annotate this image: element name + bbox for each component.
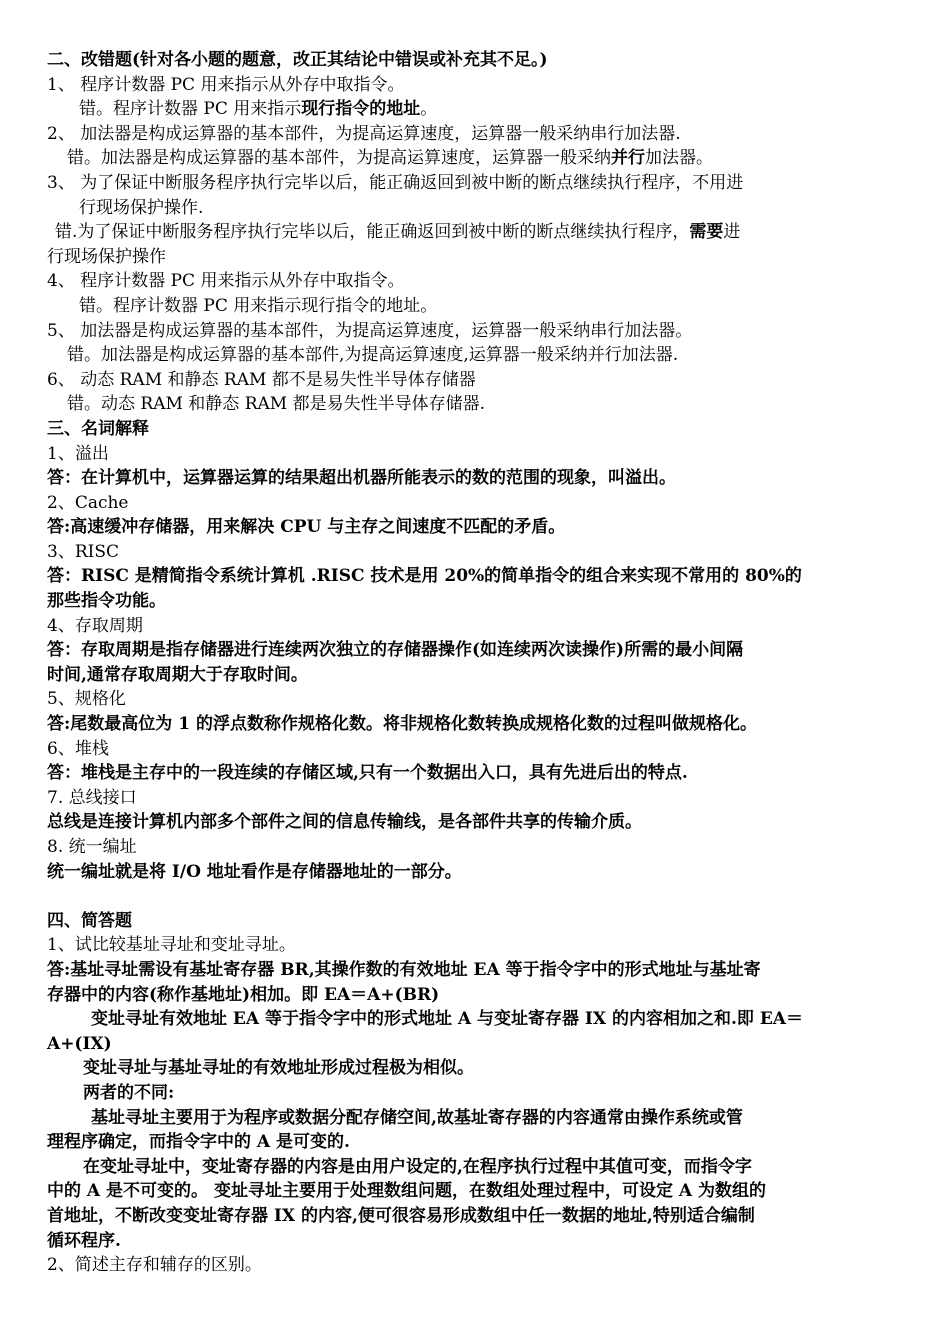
document-page	[47, 48, 907, 1278]
s3-term-7: 7. 总线接口	[47, 787, 137, 808]
s3-ans-7: 总线是连接计算机内部多个部件之间的信息传输线，是各部件共享的传输介质。	[47, 812, 642, 833]
s2-a3-line2: 行现场保护操作	[47, 246, 166, 267]
section-3-title: 三、名词解释	[47, 418, 149, 439]
s3-term-1: 1、溢出	[47, 443, 109, 464]
s3-ans-5: 答:尾数最高位为 1 的浮点数称作规格化数。将非规格化数转换成规格化数的过程叫做规格化。	[47, 714, 757, 735]
s4-answer-line-11: 首地址，不断改变变址寄存器 IX 的内容,便可很容易形成数组中任一数据的地址,特别适合编制	[47, 1205, 755, 1226]
section-4-title: 四、简答题	[47, 910, 132, 931]
s4-answer-line-6: 两者的不同:	[83, 1082, 175, 1103]
spacer	[47, 884, 907, 909]
s3-ans-4-line2: 时间,通常存取周期大于存取时间。	[47, 664, 308, 685]
s3-ans-3-line2: 那些指令功能。	[47, 591, 166, 612]
s2-a6: 错。动态 RAM 和静态 RAM 都是易失性半导体存储器.	[67, 394, 485, 415]
s2-q5: 5、 加法器是构成运算器的基本部件，为提高运算速度，运算器一般采纳串行加法器。	[47, 320, 693, 341]
s3-ans-1: 答：在计算机中，运算器运算的结果超出机器所能表示的数的范围的现象，叫溢出。	[47, 468, 676, 489]
s3-term-3: 3、RISC	[47, 541, 119, 562]
s2-a4: 错。程序计数器 PC 用来指示现行指令的地址。	[79, 295, 438, 316]
s4-answer-line-4: A+(IX)	[47, 1033, 112, 1054]
s2-q1: 1、 程序计数器 PC 用来指示从外存中取指令。	[47, 74, 405, 95]
s2-a1: 错。程序计数器 PC 用来指示现行指令的地址。	[79, 99, 438, 120]
s4-answer-line-10: 中的 A 是不可变的。 变址寻址主要用于处理数组问题，在数组处理过程中，可设定 A 为数组的	[47, 1181, 766, 1202]
s3-ans-4-line1: 答：存取周期是指存储器进行连续两次独立的存储器操作(如连续两次读操作)所需的最小间隔	[47, 640, 744, 661]
s4-answer-line-9: 在变址寻址中，变址寄存器的内容是由用户设定的,在程序执行过程中其值可变，而指令字	[83, 1156, 752, 1177]
s4-answer-line-7: 基址寻址主要用于为程序或数据分配存储空间,故基址寄存器的内容通常由操作系统或管	[91, 1107, 743, 1128]
s3-term-4: 4、存取周期	[47, 615, 143, 636]
section-2-title: 二、改错题(针对各小题的题意，改正其结论中错误或补充其不足。)	[47, 50, 548, 70]
s2-q3-line2: 行现场保护操作.	[79, 197, 204, 218]
s4-answer-line-3: 变址寻址有效地址 EA 等于指令字中的形式地址 A 与变址寄存器 IX 的内容相加之和.即 EA＝	[91, 1009, 803, 1030]
s4-answer-line-8: 理程序确定，而指令字中的 A 是可变的.	[47, 1132, 350, 1153]
s2-q6: 6、 动态 RAM 和静态 RAM 都不是易失性半导体存储器	[47, 369, 476, 390]
s4-answer-line-12: 循环程序.	[47, 1230, 121, 1251]
s4-answer-line-1: 答:基址寻址需设有基址寄存器 BR,其操作数的有效地址 EA 等于指令字中的形式地址与基址寄	[47, 959, 761, 980]
s2-q2: 2、 加法器是构成运算器的基本部件，为提高运算速度，运算器一般采纳串行加法器.	[47, 123, 681, 144]
s3-term-8: 8. 统一编址	[47, 837, 137, 857]
s3-term-2: 2、Cache	[47, 492, 129, 513]
s3-ans-6: 答：堆栈是主存中的一段连续的存储区域,只有一个数据出入口，具有先进后出的特点.	[47, 763, 688, 784]
s2-q4: 4、 程序计数器 PC 用来指示从外存中取指令。	[47, 271, 405, 292]
s3-term-5: 5、规格化	[47, 689, 126, 710]
s3-ans-2: 答:高速缓冲存储器，用来解决 CPU 与主存之间速度不匹配的矛盾。	[47, 517, 566, 538]
s2-a3-line1: 错.为了保证中断服务程序执行完毕以后，能正确返回到被中断的断点继续执行程序，需要进	[55, 222, 741, 243]
s3-ans-3-line1: 答：RISC 是精简指令系统计算机 .RISC 技术是用 20%的简单指令的组合来实现不常用的 80%的	[47, 566, 802, 587]
s4-answer-line-2: 存器中的内容(称作基地址)相加。即 EA＝A+(BR)	[47, 984, 440, 1005]
s4-question-1: 1、试比较基址寻址和变址寻址。	[47, 935, 296, 956]
s4-answer-line-5: 变址寻址与基址寻址的有效地址形成过程极为相似。	[83, 1058, 474, 1079]
s3-ans-8: 统一编址就是将 I/O 地址看作是存储器地址的一部分。	[47, 861, 462, 882]
s2-a2: 错。加法器是构成运算器的基本部件，为提高运算速度，运算器一般采纳并行加法器。	[67, 148, 713, 169]
s2-q3-line1: 3、 为了保证中断服务程序执行完毕以后，能正确返回到被中断的断点继续执行程序，不用进	[47, 172, 744, 193]
s3-term-6: 6、堆栈	[47, 738, 109, 759]
s2-a5: 错。加法器是构成运算器的基本部件,为提高运算速度,运算器一般采纳并行加法器.	[67, 345, 679, 366]
s4-question-2: 2、简述主存和辅存的区别。	[47, 1255, 262, 1276]
